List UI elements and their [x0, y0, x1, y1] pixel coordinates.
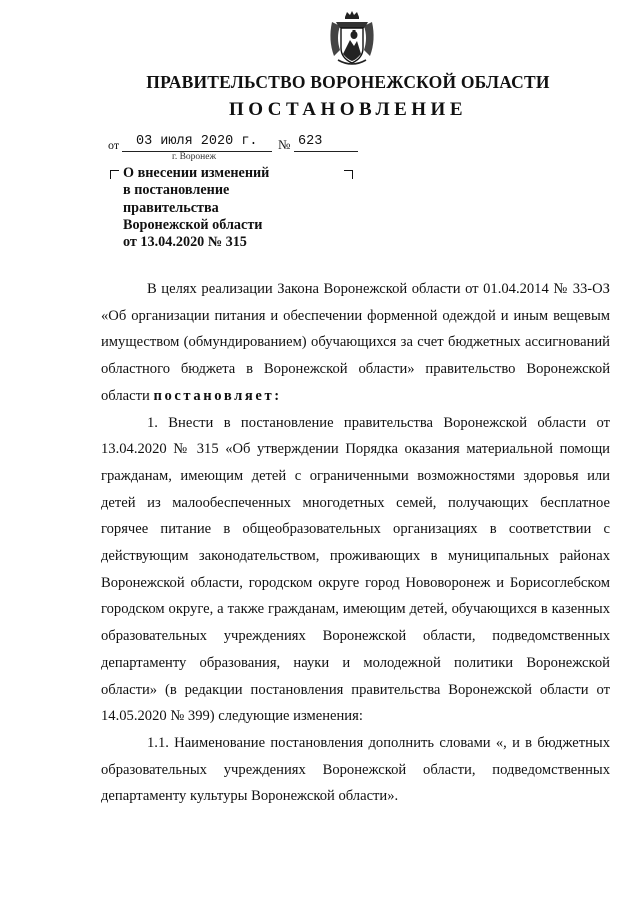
document-subject: [123, 165, 338, 251]
date-number-line: [108, 133, 368, 153]
date-label: от: [108, 138, 120, 152]
subject-corner-right: [344, 170, 353, 179]
document-body: [101, 276, 610, 810]
preamble-paragraph: [101, 276, 610, 410]
date-value: 03 июля 2020 г.: [136, 134, 258, 149]
number-field-underline: [294, 151, 358, 152]
subject-line: Воронежской области: [123, 216, 263, 233]
city-label: г. Воронеж: [172, 152, 217, 162]
subject-line: в постановление: [123, 182, 230, 199]
government-title: ПРАВИТЕЛЬСТВО ВОРОНЕЖСКОЙ ОБЛАСТИ: [146, 72, 550, 92]
subject-corner-left: [110, 170, 119, 179]
subject-line: О внесении изменений: [123, 165, 270, 181]
subject-line: правительства: [123, 199, 219, 216]
document-type: ПОСТАНОВЛЕНИЕ: [228, 99, 468, 120]
number-value: 623: [298, 134, 323, 149]
number-label: №: [278, 137, 291, 152]
preamble-text: В целях реализации Закона Воронежской области от 01.04.2014 № 33-ОЗ «Об организации питания и обеспечении форменной одеждой и иным вещевым имуществом (обмундированием) обучающихся за счет бюджетных ассигнований областного бюджета в Воронежской области» правительство Воронежской области: [101, 281, 610, 404]
resolves-word: постановляет:: [153, 387, 282, 404]
coat-of-arms-icon: [326, 10, 378, 68]
subject-line: от 13.04.2020 № 315: [123, 234, 247, 251]
item-1-paragraph: 1. Внести в постановление правительства Воронежской области от 13.04.2020 № 315 «Об утверждении Порядка оказания материальной помощи гражданам, имеющим детей с ограниченными возможностями здоровья или детей из малообеспеченных многодетных семей, получающих бесплатное горячее питание в общеобразовательных организациях в соответствии с действующим законодательством, проживающих в муниципальных районах Воронежской области, городском округе город Нововоронеж и Борисоглебском городском округе, а также гражданам, имеющим детей, обучающихся в казенных образовательных учреждениях Воронежской области, подведомственных департаменту образования, науки и молодежной политики Воронежской области» (в редакции постановления правительства Воронежской области от 14.05.2020 № 399) следующие изменения:: [101, 414, 610, 725]
item-1-1-paragraph: 1.1. Наименование постановления дополнить словами «, и в бюджетных образовательных учреждениях Воронежской области, подведомственных департаменту культуры Воронежской области».: [101, 734, 610, 805]
